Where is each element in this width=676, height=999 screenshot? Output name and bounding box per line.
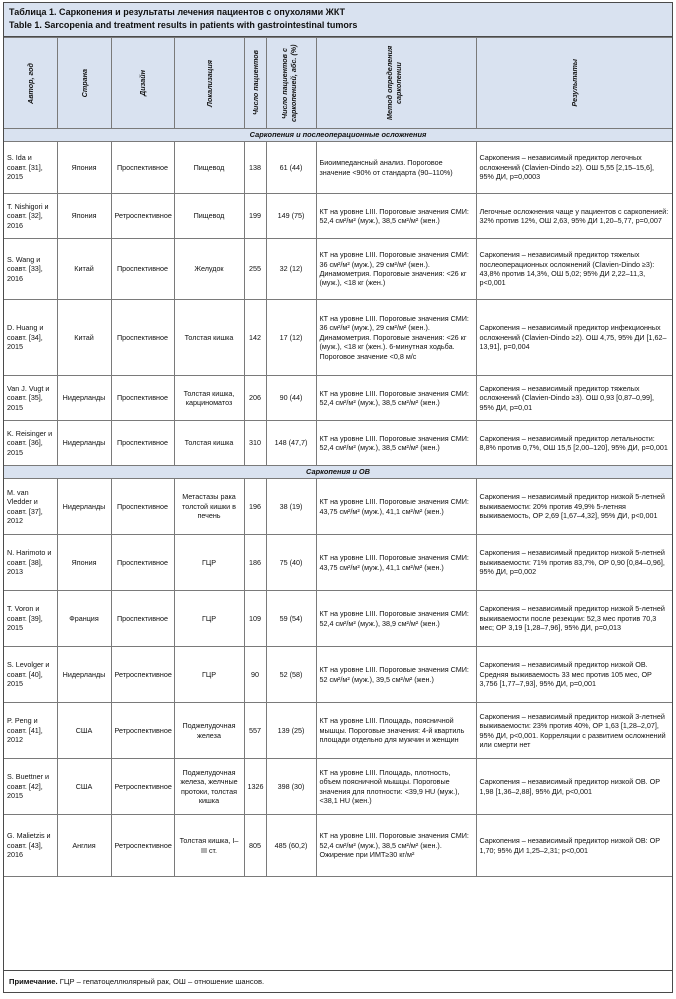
footnote-text: ГЦР – гепатоцеллюлярный рак, ОШ – отношение шансов. — [57, 977, 265, 986]
cell-method: КТ на уровне LIII. Пороговые значения СМИ: 52,4 см²/м² (муж.), 38,9 см²/м² (жен.) — [316, 591, 476, 647]
cell-country: Нидерланды — [57, 647, 111, 703]
cell-sarc: 59 (54) — [266, 591, 316, 647]
cell-method: КТ на уровне LIII. Пороговые значения СМИ: 36 см²/м² (муж.), 29 см²/м² (жен.). Динамометрия. Пороговые значения: <26 кг (муж.), <18 кг (жен.). 6-минутная ходьба. Пороговое значение <0,8 м/с — [316, 300, 476, 376]
cell-location: ГЦР — [174, 591, 244, 647]
cell-design: Проспективное — [111, 239, 174, 300]
cell-country: Франция — [57, 591, 111, 647]
cell-results: Саркопения – независимый предиктор инфекционных осложнений (Clavien-Dindo ≥2). ОШ 4,75, 95% ДИ [1,62–13,91], p=0,004 — [476, 300, 672, 376]
section-row — [4, 129, 672, 142]
col-country: Страна — [57, 38, 111, 129]
cell-location: ГЦР — [174, 535, 244, 591]
cell-design: Ретроспективное — [111, 194, 174, 239]
table-row — [4, 703, 672, 759]
cell-location: ГЦР — [174, 647, 244, 703]
cell-author: T. Nishigori и соавт. [32], 2016 — [4, 194, 57, 239]
cell-country: Китай — [57, 300, 111, 376]
cell-author: G. Malietzis и соавт. [43], 2016 — [4, 815, 57, 877]
cell-sarc: 61 (44) — [266, 142, 316, 194]
cell-method: КТ на уровне LIII. Пороговые значения СМИ: 52,4 см²/м² (муж.), 38,5 см²/м² (жен.) — [316, 421, 476, 466]
header-row — [4, 38, 672, 129]
cell-patients: 310 — [244, 421, 266, 466]
cell-patients: 255 — [244, 239, 266, 300]
cell-location: Пищевод — [174, 142, 244, 194]
table-row — [4, 535, 672, 591]
col-sarc-patients: Число пациентов с саркопенией, абс. (%) — [266, 38, 316, 129]
cell-results: Саркопения – независимый предиктор тяжелых послеоперационных осложнений (Clavien-Dindo ≥3): 43,8% против 14,3%, ОШ 5,02; 95% ДИ 2,22–11,3, p<0,001 — [476, 239, 672, 300]
cell-sarc: 485 (60,2) — [266, 815, 316, 877]
table-figure — [3, 2, 673, 993]
table-row — [4, 421, 672, 466]
section-title: Саркопения и ОВ — [4, 466, 672, 479]
results-table — [4, 37, 672, 877]
cell-method: КТ на уровне LIII. Пороговые значения СМИ: 52,4 см²/м² (муж.), 38,5 см²/м² (жен.). Ожирение при ИМТ≥30 кг/м² — [316, 815, 476, 877]
cell-results: Саркопения – независимый предиктор низкой 3-летней выживаемости: 23% против 40%, ОР 1,63 [1,28–2,07], 95% ДИ, p<0,001. Корреляции с развитием осложнений или смерти нет — [476, 703, 672, 759]
cell-patients: 186 — [244, 535, 266, 591]
cell-location: Поджелудочная железа, желчные протоки, толстая кишка — [174, 759, 244, 815]
cell-patients: 206 — [244, 376, 266, 421]
cell-results: Саркопения – независимый предиктор тяжелых осложнений (Clavien-Dindo ≥3). ОШ 0,93 [0,87–0,99], 95% ДИ, p=0,01 — [476, 376, 672, 421]
cell-country: Англия — [57, 815, 111, 877]
cell-author: N. Harimoto и соавт. [38], 2013 — [4, 535, 57, 591]
table-row — [4, 759, 672, 815]
cell-location: Толстая кишка — [174, 421, 244, 466]
cell-method: КТ на уровне LIII. Пороговые значения СМИ: 52 см²/м² (муж.), 39,5 см²/м² (жен.) — [316, 647, 476, 703]
cell-sarc: 52 (58) — [266, 647, 316, 703]
table-row — [4, 815, 672, 877]
cell-author: S. Buettner и соавт. [42], 2015 — [4, 759, 57, 815]
cell-author: D. Huang и соавт. [34], 2015 — [4, 300, 57, 376]
col-design: Дизайн — [111, 38, 174, 129]
cell-design: Проспективное — [111, 479, 174, 535]
cell-author: Van J. Vugt и соавт. [35], 2015 — [4, 376, 57, 421]
cell-country: Япония — [57, 194, 111, 239]
cell-sarc: 149 (75) — [266, 194, 316, 239]
cell-sarc: 398 (30) — [266, 759, 316, 815]
col-results: Результаты — [476, 38, 672, 129]
cell-patients: 196 — [244, 479, 266, 535]
cell-method: КТ на уровне LIII. Пороговые значения СМИ: 43,75 см²/м² (муж.), 41,1 см²/м² (жен.) — [316, 535, 476, 591]
table-row — [4, 376, 672, 421]
cell-results: Легочные осложнения чаще у пациентов с саркопенией: 32% против 12%, ОШ 2,63, 95% ДИ 1,20–5,77, p=0,007 — [476, 194, 672, 239]
col-method: Метод определения саркопении — [316, 38, 476, 129]
cell-patients: 90 — [244, 647, 266, 703]
cell-country: Нидерланды — [57, 479, 111, 535]
cell-country: Китай — [57, 239, 111, 300]
cell-method: КТ на уровне LIII. Пороговые значения СМИ: 52,4 см²/м² (муж.), 38,5 см²/м² (жен.) — [316, 194, 476, 239]
footnote — [4, 970, 672, 992]
cell-design: Ретроспективное — [111, 815, 174, 877]
cell-country: США — [57, 759, 111, 815]
cell-method: КТ на уровне LIII. Площадь, поясничной мышцы. Пороговые значения: 4-й квартиль площади отдельно для мужчин и женщин — [316, 703, 476, 759]
cell-method: Биоимпедансный анализ. Пороговое значение <90% от стандарта (90–110%) — [316, 142, 476, 194]
cell-design: Проспективное — [111, 421, 174, 466]
cell-sarc: 139 (25) — [266, 703, 316, 759]
cell-results: Саркопения – независимый предиктор низкой 5-летней выживаемости после резекции: 52,3 мес против 70,3 мес; ОР 3,19 [1,28–7,96], 95% ДИ, p=0,013 — [476, 591, 672, 647]
section-title: Саркопения и послеоперационные осложнения — [4, 129, 672, 142]
col-author: Автор, год — [4, 38, 57, 129]
section-row — [4, 466, 672, 479]
cell-country: Нидерланды — [57, 376, 111, 421]
cell-design: Ретроспективное — [111, 759, 174, 815]
cell-patients: 1326 — [244, 759, 266, 815]
cell-author: P. Peng и соавт. [41], 2012 — [4, 703, 57, 759]
cell-patients: 138 — [244, 142, 266, 194]
cell-country: США — [57, 703, 111, 759]
cell-sarc: 38 (19) — [266, 479, 316, 535]
cell-patients: 109 — [244, 591, 266, 647]
cell-method: КТ на уровне LIII. Пороговые значения СМИ: 36 см²/м² (муж.), 29 см²/м² (жен.). Динамометрия. Пороговые значения: <26 кг (муж.), <18 кг (жен.) — [316, 239, 476, 300]
cell-location: Желудок — [174, 239, 244, 300]
table-title — [4, 3, 672, 37]
cell-location: Толстая кишка, I–III ст. — [174, 815, 244, 877]
table-row — [4, 647, 672, 703]
cell-results: Саркопения – независимый предиктор низкой ОВ: ОР 1,70; 95% ДИ 1,25–2,31; p<0,001 — [476, 815, 672, 877]
cell-design: Проспективное — [111, 376, 174, 421]
title-en: Table 1. Sarcopenia and treatment results in patients with gastrointestinal tumors — [9, 20, 358, 30]
cell-author: S. Ida и соавт. [31], 2015 — [4, 142, 57, 194]
cell-location: Толстая кишка, карциноматоз — [174, 376, 244, 421]
cell-patients: 805 — [244, 815, 266, 877]
table-row — [4, 479, 672, 535]
cell-design: Проспективное — [111, 535, 174, 591]
cell-design: Проспективное — [111, 591, 174, 647]
cell-sarc: 17 (12) — [266, 300, 316, 376]
table-body — [4, 129, 672, 877]
cell-sarc: 75 (40) — [266, 535, 316, 591]
cell-patients: 557 — [244, 703, 266, 759]
table-row — [4, 239, 672, 300]
cell-location: Пищевод — [174, 194, 244, 239]
cell-design: Проспективное — [111, 142, 174, 194]
cell-country: Нидерланды — [57, 421, 111, 466]
cell-design: Проспективное — [111, 300, 174, 376]
cell-results: Саркопения – независимый предиктор летальности: 8,8% против 0,7%, ОШ 15,5 [2,00–120], 95% ДИ, p=0,001 — [476, 421, 672, 466]
cell-location: Метастазы рака толстой кишки в печень — [174, 479, 244, 535]
cell-location: Поджелудочная железа — [174, 703, 244, 759]
cell-author: S. Levolger и соавт. [40], 2015 — [4, 647, 57, 703]
table-row — [4, 591, 672, 647]
cell-method: КТ на уровне LIII. Пороговые значения СМИ: 52,4 см²/м² (муж.), 38,5 см²/м² (жен.) — [316, 376, 476, 421]
cell-country: Япония — [57, 142, 111, 194]
cell-method: КТ на уровне LIII. Пороговые значения СМИ: 43,75 см²/м² (муж.), 41,1 см²/м² (жен.) — [316, 479, 476, 535]
cell-method: КТ на уровне LIII. Площадь, плотность, объем поясничной мышцы. Пороговые значения для плотности: <39,9 HU (муж.), <38,1 HU (жен.) — [316, 759, 476, 815]
cell-author: T. Voron и соавт. [39], 2015 — [4, 591, 57, 647]
cell-design: Ретроспективное — [111, 647, 174, 703]
cell-author: M. van Vledder и соавт. [37], 2012 — [4, 479, 57, 535]
cell-results: Саркопения – независимый предиктор низкой ОВ. ОР 1,98 [1,36–2,88], 95% ДИ, p<0,001 — [476, 759, 672, 815]
cell-author: S. Wang и соавт. [33], 2016 — [4, 239, 57, 300]
table-row — [4, 300, 672, 376]
cell-sarc: 148 (47,7) — [266, 421, 316, 466]
col-patients: Число пациентов — [244, 38, 266, 129]
cell-sarc: 90 (44) — [266, 376, 316, 421]
cell-patients: 199 — [244, 194, 266, 239]
footnote-label: Примечание. — [9, 977, 58, 986]
cell-patients: 142 — [244, 300, 266, 376]
cell-sarc: 32 (12) — [266, 239, 316, 300]
cell-author: K. Reisinger и соавт. [36], 2015 — [4, 421, 57, 466]
cell-location: Толстая кишка — [174, 300, 244, 376]
title-ru: Таблица 1. Саркопения и результаты лечения пациентов с опухолями ЖКТ — [9, 7, 346, 17]
table-row — [4, 142, 672, 194]
cell-results: Саркопения – независимый предиктор низкой 5-летней выживаемости: 20% против 49,9% 5-летняя выживаемость, ОР 2,69 [1,67–4,32], 95% ДИ, p<0,001 — [476, 479, 672, 535]
table-row — [4, 194, 672, 239]
cell-design: Ретроспективное — [111, 703, 174, 759]
cell-results: Саркопения – независимый предиктор низкой 5-летней выживаемости: 71% против 83,7%, ОР 0,90 [0,84–0,96], 95% ДИ, p=0,002 — [476, 535, 672, 591]
cell-results: Саркопения – независимый предиктор низкой ОВ. Средняя выживаемость 33 мес против 105 мес, ОР 3,756 [1,77–7,93], 95% ДИ, p=0,001 — [476, 647, 672, 703]
col-location: Локализация — [174, 38, 244, 129]
cell-results: Саркопения – независимый предиктор легочных осложнений (Clavien-Dindo ≥2). ОШ 5,55 [2,15–15,6], 95% ДИ, p=0,0003 — [476, 142, 672, 194]
cell-country: Япония — [57, 535, 111, 591]
